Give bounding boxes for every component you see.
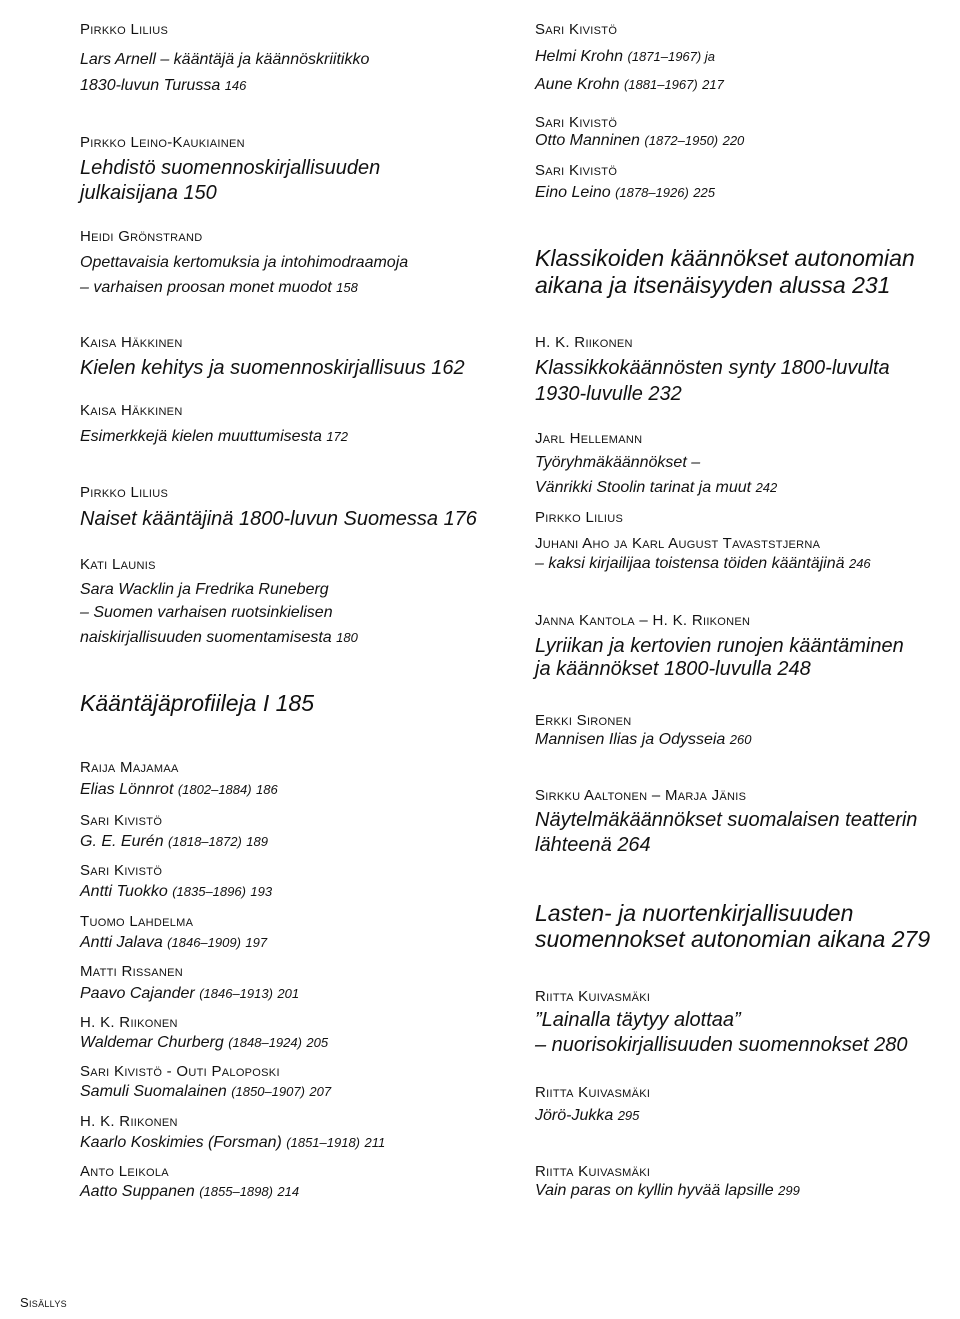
toc-title <box>535 453 700 473</box>
toc-author-text: Pirkko Lilius <box>80 21 169 38</box>
toc-title <box>535 554 871 574</box>
toc-author <box>80 758 179 777</box>
toc-title <box>535 1181 800 1201</box>
toc-author <box>535 113 617 132</box>
page-number: 211 <box>364 1135 386 1150</box>
page-number: 193 <box>250 884 273 899</box>
life-dates: (1881–1967) <box>623 77 698 92</box>
toc-title <box>80 933 267 953</box>
section-heading-text: aikana ja itsenäisyyden alussa <box>535 272 846 298</box>
life-dates: (1850–1907) <box>231 1084 305 1099</box>
toc-author <box>80 555 156 574</box>
toc-author-text: Pirkko Lilius <box>80 484 169 501</box>
page-number: 150 <box>183 182 217 204</box>
page-number: 158 <box>336 280 358 295</box>
toc-author-text: Sari Kivistö - Outi Paloposki <box>80 1063 280 1080</box>
toc-title <box>535 75 724 95</box>
toc-title <box>80 507 477 531</box>
toc-title-text: – kaksi kirjailijaa toistensa töiden kääntäjinä <box>535 555 845 572</box>
page-number: 220 <box>722 133 745 148</box>
toc-author-text: Pirkko Lilius <box>535 509 624 526</box>
toc-author <box>80 133 245 152</box>
toc-author <box>80 401 183 420</box>
toc-author-text: Riitta Kuivasmäki <box>535 1163 651 1180</box>
page-number: 299 <box>778 1183 800 1198</box>
toc-title-text: Vain paras on kyllin hyvää lapsille <box>535 1182 774 1199</box>
toc-title <box>80 1033 328 1053</box>
toc-title <box>535 382 682 406</box>
toc-title-text: Mannisen Ilias ja Odysseia <box>535 731 726 748</box>
life-dates: (1848–1924) <box>228 1035 302 1050</box>
life-dates: (1851–1918) <box>286 1135 361 1150</box>
toc-title-text: – nuorisokirjallisuuden suomennokset <box>535 1034 869 1056</box>
section-heading-text: Kääntäjäprofiileja I <box>80 690 270 716</box>
toc-title <box>535 1008 741 1032</box>
toc-author-text: Anto Leikola <box>80 1163 169 1180</box>
toc-title <box>80 50 369 70</box>
toc-author <box>80 962 183 981</box>
page-number: 197 <box>245 935 268 950</box>
toc-title <box>80 76 246 96</box>
toc-author-text: Kati Launis <box>80 556 156 573</box>
toc-author <box>535 611 750 630</box>
toc-author <box>535 429 642 448</box>
toc-author <box>535 786 746 805</box>
toc-title-text: ”Lainalla täytyy alottaa” <box>535 1009 741 1031</box>
toc-author-text: Tuomo Lahdelma <box>80 913 194 930</box>
toc-author-text: Kaisa Häkkinen <box>80 334 183 351</box>
toc-title-text: Vänrikki Stoolin tarinat ja muut <box>535 479 752 496</box>
toc-title-text: julkaisijana <box>80 182 178 204</box>
toc-title-text: Antti Tuokko <box>80 883 168 900</box>
toc-author <box>535 1083 650 1102</box>
toc-author <box>80 333 183 352</box>
page-number: 264 <box>617 834 651 856</box>
toc-author <box>535 20 617 39</box>
toc-author <box>80 1162 169 1181</box>
page-number: 176 <box>443 508 477 530</box>
life-dates: (1878–1926) <box>615 185 689 200</box>
toc-title <box>80 181 217 205</box>
toc-title-text: Waldemar Churberg <box>80 1034 224 1051</box>
life-dates: (1871–1967) ja <box>627 49 715 64</box>
toc-title <box>80 603 333 623</box>
toc-title-text: Aune Krohn <box>535 76 620 93</box>
toc-title-text: G. E. Eurén <box>80 833 164 850</box>
toc-title-text: Otto Manninen <box>535 132 640 149</box>
toc-title <box>80 984 299 1004</box>
toc-author <box>535 333 633 352</box>
page-number: 189 <box>246 834 268 849</box>
toc-author <box>80 227 203 246</box>
section-heading <box>535 926 930 953</box>
toc-title <box>535 808 917 832</box>
toc-title-text: ja käännökset 1800-luvulla <box>535 658 772 680</box>
toc-title <box>535 47 715 67</box>
toc-title <box>535 478 777 498</box>
toc-author <box>535 987 650 1006</box>
section-heading <box>80 690 314 717</box>
toc-title <box>80 1182 299 1202</box>
toc-title <box>80 882 272 902</box>
life-dates: (1846–1913) <box>199 986 273 1001</box>
toc-title <box>535 833 651 857</box>
toc-title-text: 1830-luvun Turussa <box>80 77 221 94</box>
life-dates: (1846–1909) <box>167 935 241 950</box>
toc-title <box>80 628 358 648</box>
toc-title <box>80 253 408 273</box>
toc-author-text: Riitta Kuivasmäki <box>535 1084 651 1101</box>
toc-author <box>80 1062 280 1081</box>
page-number: 186 <box>256 782 278 797</box>
section-heading-text: Klassikoiden käännökset autonomian <box>535 245 915 271</box>
page-number: 279 <box>891 926 931 952</box>
toc-author <box>80 1013 178 1032</box>
toc-title-text: Klassikkokäännösten synty 1800-luvulta <box>535 357 890 379</box>
toc-author-text: Janna Kantola – H. K. Riikonen <box>535 612 751 629</box>
page-number: 146 <box>224 78 247 93</box>
toc-author <box>535 534 820 553</box>
page-number: 205 <box>306 1035 329 1050</box>
toc-author-text: Sari Kivistö <box>535 114 618 131</box>
toc-author-text: Kaisa Häkkinen <box>80 402 183 419</box>
section-heading-text: Lasten- ja nuortenkirjallisuuden <box>535 900 854 926</box>
section-heading <box>535 272 890 299</box>
toc-author-text: Sari Kivistö <box>80 812 163 829</box>
page-number: 260 <box>729 732 752 747</box>
page-number: 280 <box>874 1034 908 1056</box>
page-number: 207 <box>309 1084 332 1099</box>
toc-title-text: Aatto Suppanen <box>80 1183 195 1200</box>
toc-title-text: Kaarlo Koskimies (Forsman) <box>80 1134 282 1151</box>
page-number: 295 <box>617 1108 640 1123</box>
toc-title <box>535 356 890 380</box>
toc-author <box>80 912 193 931</box>
toc-author <box>80 811 162 830</box>
toc-title-text: Samuli Suomalainen <box>80 1083 227 1100</box>
toc-title-text: Lyriikan ja kertovien runojen kääntäminen <box>535 635 904 657</box>
toc-author-text: Raija Majamaa <box>80 759 179 776</box>
section-heading-text: suomennokset autonomian aikana <box>535 926 886 952</box>
toc-title-text: naiskirjallisuuden suomentamisesta <box>80 629 332 646</box>
toc-title-text: Esimerkkejä kielen muuttumisesta <box>80 428 322 445</box>
toc-author-text: Erkki Sironen <box>535 712 632 729</box>
page-number: 232 <box>648 383 682 405</box>
toc-title <box>80 278 358 298</box>
toc-title-text: Opettavaisia kertomuksia ja intohimodraamoja <box>80 254 409 271</box>
toc-author <box>80 1112 178 1131</box>
page-number: 246 <box>848 556 871 571</box>
toc-title <box>80 832 268 852</box>
page-number: 201 <box>277 986 300 1001</box>
toc-title <box>80 427 348 447</box>
page-number: 231 <box>852 272 891 298</box>
toc-title <box>535 657 811 681</box>
life-dates: (1835–1896) <box>172 884 246 899</box>
toc-author-text: H. K. Riikonen <box>80 1113 178 1130</box>
toc-author <box>80 20 168 39</box>
toc-title <box>80 1133 385 1153</box>
toc-author <box>80 861 162 880</box>
toc-title-text: Näytelmäkäännökset suomalaisen teatterin <box>535 809 918 831</box>
life-dates: (1872–1950) <box>644 133 719 148</box>
section-heading <box>535 245 915 272</box>
toc-author <box>535 1162 650 1181</box>
toc-title <box>80 780 278 800</box>
toc-title-text: – varhaisen proosan monet muodot <box>80 279 332 296</box>
page-number: 248 <box>777 658 811 680</box>
toc-author-text: Heidi Grönstrand <box>80 228 203 245</box>
toc-title-text: Elias Lönnrot <box>80 781 174 798</box>
toc-title-text: Sara Wacklin ja Fredrika Runeberg <box>80 581 329 598</box>
toc-title <box>535 730 751 750</box>
toc-title-text: Lehdistö suomennoskirjallisuuden <box>80 157 381 179</box>
toc-title <box>80 580 329 600</box>
toc-author-text: Pirkko Leino-Kaukiainen <box>80 134 245 151</box>
toc-author-text: Sari Kivistö <box>535 21 618 38</box>
toc-title <box>80 356 465 380</box>
life-dates: (1818–1872) <box>168 834 242 849</box>
toc-title <box>535 183 715 203</box>
toc-title-text: 1930-luvulle <box>535 383 643 405</box>
toc-title-text: Työryhmäkäännökset – <box>535 454 701 471</box>
toc-author <box>80 483 168 502</box>
toc-title <box>535 1106 639 1126</box>
toc-title-text: Lars Arnell – kääntäjä ja käännöskriitikko <box>80 51 370 68</box>
toc-title <box>80 156 380 180</box>
page-number: 185 <box>275 690 314 716</box>
toc-author-text: H. K. Riikonen <box>80 1014 178 1031</box>
toc-author <box>535 711 632 730</box>
toc-title <box>535 131 744 151</box>
toc-title-text: – Suomen varhaisen ruotsinkielisen <box>80 604 333 621</box>
toc-author <box>535 508 623 527</box>
life-dates: (1802–1884) <box>177 782 252 797</box>
toc-title-text: Antti Jalava <box>80 934 163 951</box>
toc-title-text: lähteenä <box>535 834 612 856</box>
toc-title-text: Helmi Krohn <box>535 48 624 65</box>
toc-author <box>535 161 617 180</box>
toc-title-text: Eino Leino <box>535 184 611 201</box>
section-heading <box>535 900 853 927</box>
page-number: 214 <box>277 1184 300 1199</box>
page-number: 242 <box>755 480 778 495</box>
toc-author-text: Juhani Aho ja Karl August Tavaststjerna <box>535 535 821 552</box>
page-number: 217 <box>702 77 724 92</box>
toc-author-text: Jarl Hellemann <box>535 430 643 447</box>
page-number: 180 <box>336 630 358 645</box>
toc-author-text: Riitta Kuivasmäki <box>535 988 651 1005</box>
toc-author-text: Matti Rissanen <box>80 963 184 980</box>
page-number: 225 <box>693 185 715 200</box>
page-number: 162 <box>431 357 465 379</box>
running-footer: Sisällys <box>20 1295 67 1310</box>
toc-author-text: H. K. Riikonen <box>535 334 633 351</box>
page-number: 172 <box>326 429 349 444</box>
toc-title-text: Kielen kehitys ja suomennoskirjallisuus <box>80 357 426 379</box>
toc-title <box>535 634 904 658</box>
toc-title-text: Paavo Cajander <box>80 985 195 1002</box>
toc-author-text: Sari Kivistö <box>80 862 163 879</box>
toc-author-text: Sirkku Aaltonen – Marja Jänis <box>535 787 747 804</box>
toc-author-text: Sari Kivistö <box>535 162 618 179</box>
toc-title <box>80 1082 331 1102</box>
life-dates: (1855–1898) <box>199 1184 273 1199</box>
toc-title <box>535 1033 907 1057</box>
toc-title-text: Jörö-Jukka <box>535 1107 614 1124</box>
toc-title-text: Naiset kääntäjinä 1800-luvun Suomessa <box>80 508 438 530</box>
